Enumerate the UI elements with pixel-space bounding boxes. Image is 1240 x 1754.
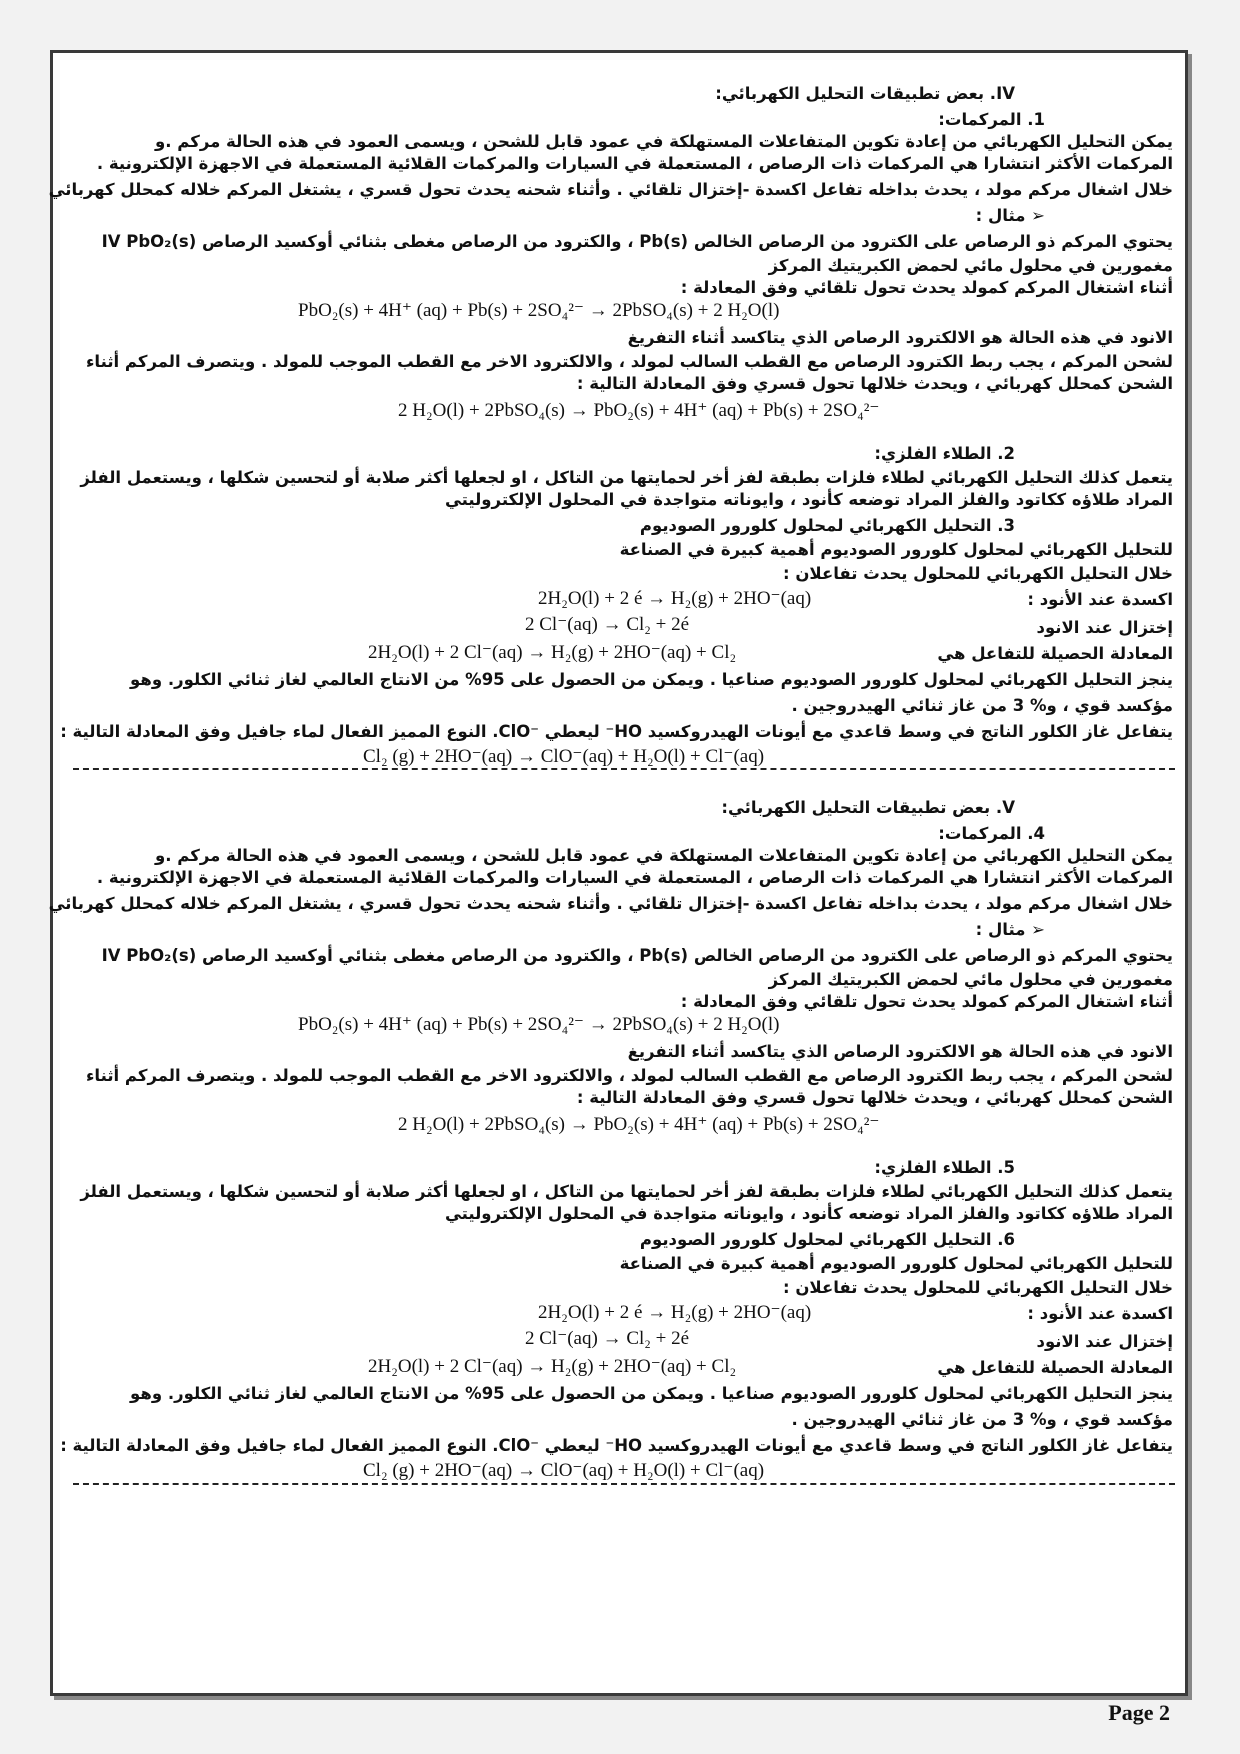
reduction-label: إختزال عند الانود bbox=[1036, 1332, 1173, 1351]
equation: 2H₂O(l) + 2 é → H₂(g) + 2HO⁻(aq) bbox=[538, 588, 812, 609]
item-title: 5. الطلاء الفلزي: bbox=[874, 1158, 1015, 1177]
equation: 2H₂O(l) + 2 é → H₂(g) + 2HO⁻(aq) bbox=[538, 1302, 812, 1323]
paragraph: يمكن التحليل الكهربائي من إعادة تكوين المتفاعلات المستهلكة في عمود قابل للشحن ، ويسمى العمود في هذه الحالة مركم .و المركمات الأكثر انتشارا هي المركمات ذات الرصاص ، المستعملة في السيارات والمركمات القلائية المستعملة في الاجهزة الإلكترونية . bbox=[96, 846, 1173, 887]
paragraph: أثناء اشتغال المركم كمولد يحدث تحول تلقائي وفق المعادلة : bbox=[680, 992, 1173, 1011]
paragraph: يتعمل كذلك التحليل الكهربائي لطلاء فلزات بطبقة لفز أخر لحمايتها من التاكل ، او لجعلها أكثر صلابة أو لتحسين شكلها ، ويستعمل الفلز المراد طلاؤه ككاتود والفلز المراد توضعه كأنود ، وايوناته متواجدة في المحلول الإلكتروليتي bbox=[80, 1182, 1173, 1223]
paragraph: يتفاعل غاز الكلور الناتج في وسط قاعدي مع أيونات الهيدروكسيد HO⁻ ليعطي ⁻ClO. النوع المميز الفعال لماء جافيل وفق المعادلة التالية : bbox=[60, 722, 1173, 741]
equation: 2 Cl⁻(aq) → Cl₂ + 2é bbox=[525, 1328, 690, 1349]
paragraph: لشحن المركم ، يجب ربط الكترود الرصاص مع القطب السالب لمولد ، والالكترود الاخر مع القطب الموجب للمولد . ويتصرف المركم أثناء الشحن كمحلل كهربائي ، ويحدث خلالها تحول قسري وفق المعادلة التالية : bbox=[85, 1066, 1173, 1107]
example-label: ➢ مثال : bbox=[975, 920, 1045, 939]
section-heading: V. بعض تطبيقات التحليل الكهربائي: bbox=[721, 798, 1015, 817]
section-heading: IV. بعض تطبيقات التحليل الكهربائي: bbox=[715, 84, 1015, 103]
paragraph: أثناء اشتغال المركم كمولد يحدث تحول تلقائي وفق المعادلة : bbox=[680, 278, 1173, 297]
paragraph: الانود في هذه الحالة هو الالكترود الرصاص الذي يتاكسد أثناء التفريغ bbox=[627, 328, 1173, 347]
oxidation-label: اكسدة عند الأنود : bbox=[1027, 590, 1173, 609]
paragraph: لشحن المركم ، يجب ربط الكترود الرصاص مع القطب السالب لمولد ، والالكترود الاخر مع القطب الموجب للمولد . ويتصرف المركم أثناء الشحن كمحلل كهربائي ، ويحدث خلالها تحول قسري وفق المعادلة التالية : bbox=[85, 352, 1173, 393]
page-frame bbox=[50, 50, 1188, 1696]
page-number: Page 2 bbox=[1108, 1700, 1170, 1725]
paragraph: ينجز التحليل الكهربائي لمحلول كلورور الصوديوم صناعيا . ويمكن من الحصول على 95% من الانتاج العالمي لغاز ثنائي الكلور. وهو bbox=[130, 1384, 1173, 1403]
paragraph: خلال التحليل الكهربائي للمحلول يحدث تفاعلان : bbox=[783, 1278, 1173, 1297]
item-title: 6. التحليل الكهربائي لمحلول كلورور الصوديوم bbox=[639, 1230, 1015, 1249]
item-title: 4. المركمات: bbox=[938, 824, 1045, 843]
paragraph: يتفاعل غاز الكلور الناتج في وسط قاعدي مع أيونات الهيدروكسيد HO⁻ ليعطي ⁻ClO. النوع المميز الفعال لماء جافيل وفق المعادلة التالية : bbox=[60, 1436, 1173, 1455]
paragraph: يمكن التحليل الكهربائي من إعادة تكوين المتفاعلات المستهلكة في عمود قابل للشحن ، ويسمى العمود في هذه الحالة مركم .و المركمات الأكثر انتشارا هي المركمات ذات الرصاص ، المستعملة في السيارات والمركمات القلائية المستعملة في الاجهزة الإلكترونية . bbox=[96, 132, 1173, 173]
equation: Cl₂ (g) + 2HO⁻(aq) → ClO⁻(aq) + H₂O(l) + Cl⁻(aq) bbox=[363, 1460, 765, 1481]
section-v bbox=[48, 797, 1185, 1597]
section-iv bbox=[48, 83, 1185, 883]
equation: PbO₂(s) + 4H⁺ (aq) + Pb(s) + 2SO₄²⁻ → 2PbSO₄(s) + 2 H₂O(l) bbox=[298, 300, 780, 321]
paragraph: يحتوي المركم ذو الرصاص على الكترود من الرصاص الخالص Pb(s) ، والكترود من الرصاص مغطى بثنائي أوكسيد الرصاص IV PbO₂(s) bbox=[101, 946, 1173, 965]
reduction-label: إختزال عند الانود bbox=[1036, 618, 1173, 637]
paragraph: يحتوي المركم ذو الرصاص على الكترود من الرصاص الخالص Pb(s) ، والكترود من الرصاص مغطى بثنائي أوكسيد الرصاص IV PbO₂(s) bbox=[101, 232, 1173, 251]
dashed-divider bbox=[73, 768, 1175, 770]
example-label: ➢ مثال : bbox=[975, 206, 1045, 225]
paragraph: خلال اشغال مركم مولد ، يحدث بداخله تفاعل اكسدة -إختزال تلقائي . وأثناء شحنه يحدث تحول قسري ، يشتغل المركم خلاله كمحلل كهربائي bbox=[48, 180, 1173, 199]
dashed-divider bbox=[73, 1483, 1175, 1485]
paragraph: ينجز التحليل الكهربائي لمحلول كلورور الصوديوم صناعيا . ويمكن من الحصول على 95% من الانتاج العالمي لغاز ثنائي الكلور. وهو bbox=[130, 670, 1173, 689]
paragraph: للتحليل الكهربائي لمحلول كلورور الصوديوم أهمية كبيرة في الصناعة bbox=[619, 540, 1173, 559]
paragraph: مغمورين في محلول مائي لحمض الكبريتيك المركز bbox=[768, 256, 1173, 275]
equation: 2H₂O(l) + 2 Cl⁻(aq) → H₂(g) + 2HO⁻(aq) + Cl₂ bbox=[368, 642, 737, 663]
paragraph: خلال اشغال مركم مولد ، يحدث بداخله تفاعل اكسدة -إختزال تلقائي . وأثناء شحنه يحدث تحول قسري ، يشتغل المركم خلاله كمحلل كهربائي bbox=[48, 894, 1173, 913]
equation: 2 H₂O(l) + 2PbSO₄(s) → PbO₂(s) + 4H⁺ (aq) + Pb(s) + 2SO₄²⁻ bbox=[398, 400, 880, 421]
equation: 2 Cl⁻(aq) → Cl₂ + 2é bbox=[525, 614, 690, 635]
item-title: 2. الطلاء الفلزي: bbox=[874, 444, 1015, 463]
equation: 2 H₂O(l) + 2PbSO₄(s) → PbO₂(s) + 4H⁺ (aq) + Pb(s) + 2SO₄²⁻ bbox=[398, 1114, 880, 1135]
paragraph: يتعمل كذلك التحليل الكهربائي لطلاء فلزات بطبقة لفز أخر لحمايتها من التاكل ، او لجعلها أكثر صلابة أو لتحسين شكلها ، ويستعمل الفلز المراد طلاؤه ككاتود والفلز المراد توضعه كأنود ، وايوناته متواجدة في المحلول الإلكتروليتي bbox=[80, 468, 1173, 509]
paragraph: الانود في هذه الحالة هو الالكترود الرصاص الذي يتاكسد أثناء التفريغ bbox=[627, 1042, 1173, 1061]
equation: Cl₂ (g) + 2HO⁻(aq) → ClO⁻(aq) + H₂O(l) + Cl⁻(aq) bbox=[363, 746, 765, 767]
oxidation-label: اكسدة عند الأنود : bbox=[1027, 1304, 1173, 1323]
paragraph: مؤكسد قوي ، و% 3 من غاز ثنائي الهيدروجين . bbox=[791, 1410, 1173, 1429]
item-title: 1. المركمات: bbox=[938, 110, 1045, 129]
item-title: 3. التحليل الكهربائي لمحلول كلورور الصوديوم bbox=[639, 516, 1015, 535]
paragraph: مغمورين في محلول مائي لحمض الكبريتيك المركز bbox=[768, 970, 1173, 989]
overall-label: المعادلة الحصيلة للتفاعل هي bbox=[937, 644, 1173, 663]
overall-label: المعادلة الحصيلة للتفاعل هي bbox=[937, 1358, 1173, 1377]
paragraph: للتحليل الكهربائي لمحلول كلورور الصوديوم أهمية كبيرة في الصناعة bbox=[619, 1254, 1173, 1273]
paragraph: مؤكسد قوي ، و% 3 من غاز ثنائي الهيدروجين . bbox=[791, 696, 1173, 715]
equation: PbO₂(s) + 4H⁺ (aq) + Pb(s) + 2SO₄²⁻ → 2PbSO₄(s) + 2 H₂O(l) bbox=[298, 1014, 780, 1035]
equation: 2H₂O(l) + 2 Cl⁻(aq) → H₂(g) + 2HO⁻(aq) + Cl₂ bbox=[368, 1356, 737, 1377]
paragraph: خلال التحليل الكهربائي للمحلول يحدث تفاعلان : bbox=[783, 564, 1173, 583]
